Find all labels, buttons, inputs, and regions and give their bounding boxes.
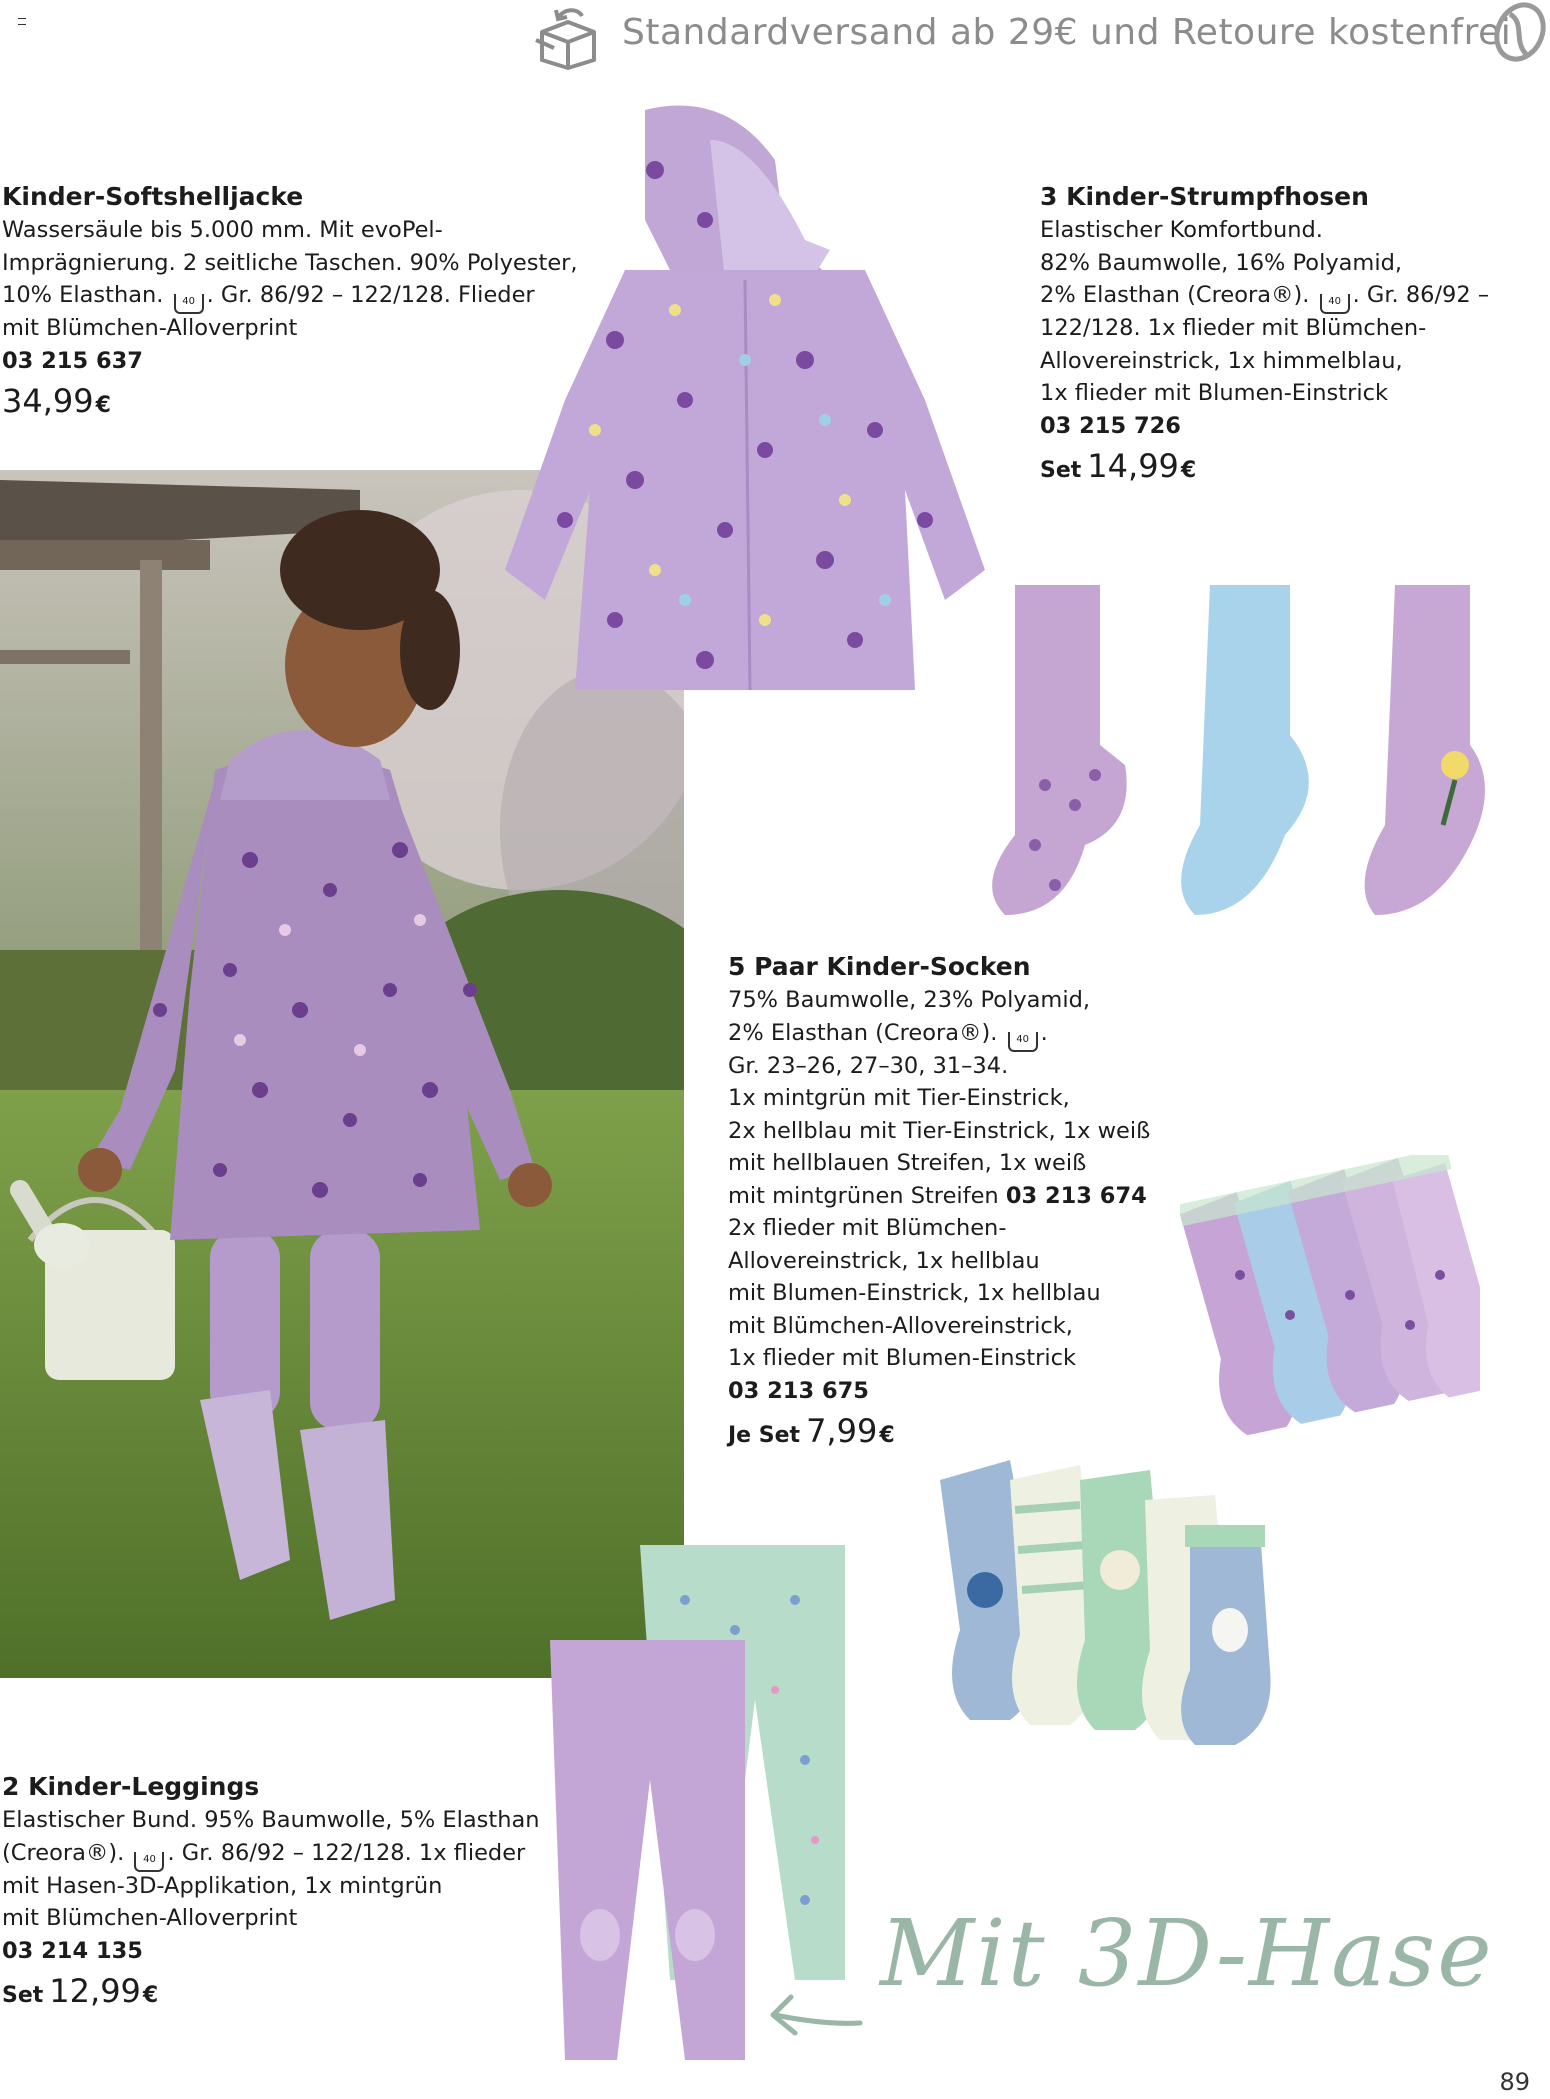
- currency: €: [1180, 458, 1197, 483]
- product-description-line: Gr. 23–26, 27–30, 31–34.: [728, 1052, 1009, 1079]
- product-description-line: 75% Baumwolle, 23% Polyamid,: [728, 987, 1091, 1013]
- product-description-line: mit Blumen-Einstrick, 1x hellblau: [728, 1280, 1101, 1306]
- currency: €: [95, 393, 111, 418]
- product-title: 5 Paar Kinder-Socken: [728, 952, 1031, 981]
- description-fragment: 10% Elasthan.: [2, 282, 164, 308]
- product-description-line: Allovereinstrick, 1x hellblau: [728, 1247, 1040, 1274]
- product-description-line: Elastischer Bund. 95% Baumwolle, 5% Elasthan: [2, 1807, 540, 1833]
- product-description-line: 2x hellblau mit Tier-Einstrick, 1x weiß: [728, 1117, 1151, 1144]
- price: [2, 1972, 540, 2013]
- article-number: 03 214 135: [2, 1937, 143, 1964]
- product-socks: [728, 950, 1150, 1453]
- floral-socks-image: [1180, 1155, 1480, 1445]
- shipping-banner-text: Standardversand ab 29€ und Retoure kostenfrei: [622, 12, 1512, 53]
- description-fragment: (Creora®).: [2, 1839, 125, 1866]
- product-description-line: 82% Baumwolle, 16% Polyamid,: [1040, 249, 1403, 276]
- product-description-line: 1x mintgrün mit Tier-Einstrick,: [728, 1085, 1070, 1111]
- product-description-line: 1x flieder mit Blumen-Einstrick: [1040, 380, 1388, 406]
- arrow-left-icon: [765, 1985, 865, 2045]
- price-prefix: Set: [1040, 458, 1082, 483]
- product-description-line: [2, 279, 578, 312]
- menu-icon[interactable]: [18, 18, 26, 25]
- animal-socks-image: [930, 1450, 1280, 1750]
- article-number: 03 213 675: [728, 1377, 869, 1404]
- brand-bean-logo: [1490, 2, 1550, 64]
- description-fragment: 2% Elasthan (Creora®).: [728, 1019, 998, 1046]
- price-value: 12,99: [49, 1972, 141, 2010]
- product-description-line: Elastischer Komfortbund.: [1040, 217, 1323, 243]
- product-description-line: mit hellblauen Streifen, 1x weiß: [728, 1150, 1087, 1176]
- product-description-line: 2x flieder mit Blümchen-: [728, 1215, 1007, 1241]
- product-tights: [1040, 180, 1489, 488]
- article-number: 03 213 674: [1005, 1182, 1147, 1209]
- wash-40-icon: 40: [134, 1852, 164, 1872]
- price: [2, 382, 578, 423]
- handwritten-callout: Mit 3D-Hase: [880, 1900, 1494, 2007]
- description-fragment: . Gr. 86/92 –: [1352, 282, 1490, 308]
- wash-40-icon: 40: [174, 294, 204, 314]
- product-title: 3 Kinder-Strumpfhosen: [1040, 182, 1369, 211]
- product-description-line: Allovereinstrick, 1x himmelblau,: [1040, 347, 1403, 374]
- price-prefix: Set: [2, 1983, 44, 2008]
- price: [1040, 447, 1489, 488]
- product-description-line: [1040, 279, 1489, 312]
- product-description-line: Wassersäule bis 5.000 mm. Mit evoPel-: [2, 217, 443, 243]
- currency: €: [142, 1983, 159, 2008]
- description-fragment: . Gr. 86/92 – 122/128. Flieder: [206, 282, 535, 308]
- description-fragment: . Gr. 86/92 – 122/128. 1x flieder: [167, 1839, 526, 1866]
- shipping-box-icon: [532, 4, 604, 70]
- product-description-line: [2, 1837, 540, 1870]
- page-number: 89: [1499, 2068, 1530, 2096]
- tights-image: [985, 585, 1505, 925]
- description-fragment: 2% Elasthan (Creora®).: [1040, 282, 1310, 308]
- product-description-line: [728, 1017, 1150, 1050]
- product-description-line: mit Blümchen-Allovereinstrick,: [728, 1312, 1073, 1339]
- article-number: 03 215 726: [1040, 412, 1181, 439]
- product-leggings: [2, 1770, 540, 2013]
- product-description-line: 122/128. 1x flieder mit Blümchen-: [1040, 315, 1427, 341]
- price: [728, 1412, 1150, 1453]
- product-title: 2 Kinder-Leggings: [2, 1772, 260, 1801]
- product-description-line: mit Hasen-3D-Applikation, 1x mintgrün: [2, 1872, 443, 1899]
- description-fragment: .: [1040, 1019, 1048, 1046]
- product-description-line: 1x flieder mit Blumen-Einstrick: [728, 1345, 1076, 1371]
- price-value: 34,99: [2, 382, 94, 420]
- price-value: 7,99: [806, 1412, 878, 1450]
- product-description-line: mit Blümchen-Alloverprint: [2, 1905, 298, 1931]
- price-value: 14,99: [1087, 447, 1179, 485]
- product-description-line: mit Blümchen-Alloverprint: [2, 315, 298, 341]
- product-description-line: [728, 1180, 1150, 1213]
- price-prefix: Je Set: [728, 1423, 801, 1448]
- currency: €: [879, 1423, 895, 1448]
- product-title: Kinder-Softshelljacke: [2, 182, 304, 211]
- softshell-jacket-image: [505, 100, 995, 710]
- product-jacket: [2, 180, 578, 423]
- wash-40-icon: 40: [1008, 1032, 1038, 1052]
- wash-40-icon: 40: [1320, 294, 1350, 314]
- product-description-line: Imprägnierung. 2 seitliche Taschen. 90% Polyester,: [2, 249, 578, 276]
- article-number: 03 215 637: [2, 347, 143, 374]
- description-fragment: mit mintgrünen Streifen: [728, 1182, 999, 1209]
